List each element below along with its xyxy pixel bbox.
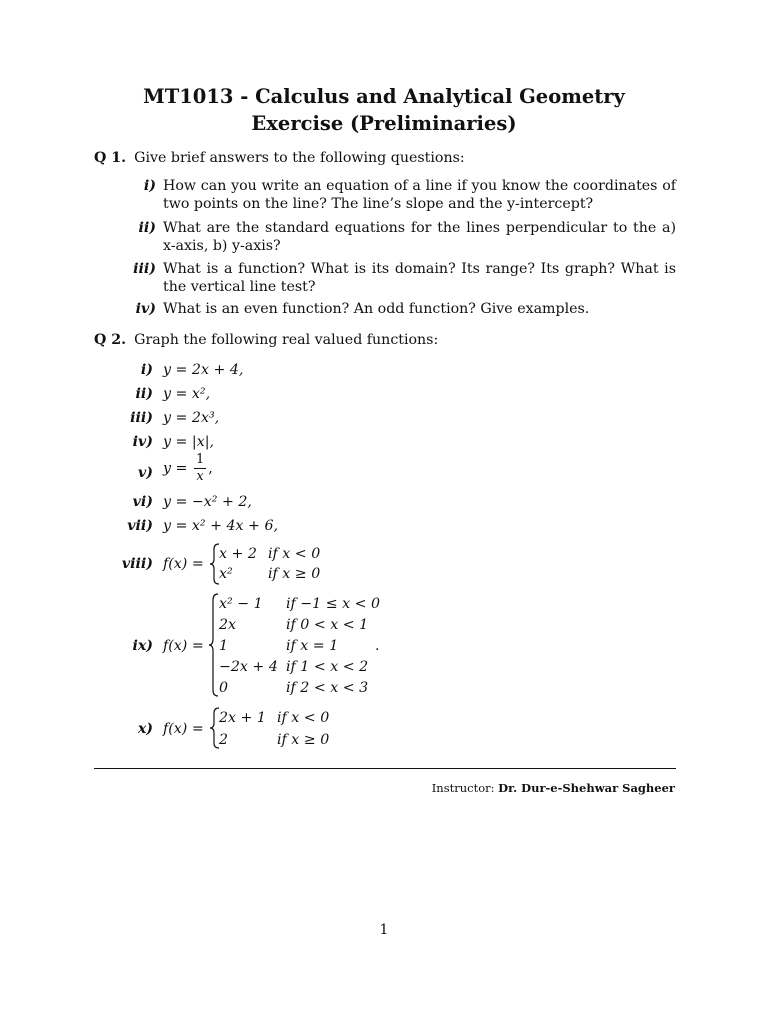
q2-label-viii: viii) (121, 556, 153, 572)
instructor-label: Instructor: (431, 781, 495, 795)
q2-number: Q 2. (94, 332, 127, 348)
case-expression: 0 (219, 680, 229, 696)
instructor-credit (432, 780, 675, 796)
fraction: $\frac{1}{x}$ (195, 452, 205, 484)
case-condition: if 1 < x < 2 (286, 659, 369, 675)
q2-label-ix: ix) (132, 638, 153, 654)
q1-heading (94, 148, 465, 168)
q2-label-ii: ii) (135, 386, 153, 402)
q2-equation-i: y = 2x + 4, (163, 362, 244, 378)
piecewise-lhs: f(x) = (163, 638, 204, 654)
case-expression: 2x (219, 617, 237, 633)
q2-equation-iv: y = |x|, (163, 434, 214, 450)
q2-equation-ii: y = x², (163, 386, 211, 402)
trailing-period: . (375, 638, 380, 654)
q2-label-vii: vii) (127, 518, 153, 534)
case-condition: if −1 ≤ x < 0 (286, 596, 381, 612)
case-condition: if x = 1 (286, 638, 339, 654)
footer-divider (94, 768, 676, 769)
q1-item-text: How can you write an equation of a line if you know the coordinates of two points on the line? The line’s slope and the y-intercept? (163, 178, 676, 212)
q1-item-label: i) (143, 178, 156, 194)
q2-equation-v: y = $\frac{1}{x}$ , (163, 452, 213, 484)
q1-item-text: What is an even function? An odd function? Give examples. (163, 301, 590, 317)
q1-prompt: Give brief answers to the following questions: (134, 150, 465, 166)
q2-label-vi: vi) (132, 494, 153, 510)
page-number: 1 (379, 922, 389, 938)
case-expression: 2x + 1 (219, 710, 266, 726)
q2-label-v: v) (138, 465, 153, 481)
q1-item-label: iv) (135, 301, 156, 317)
case-condition: if 0 < x < 1 (286, 617, 369, 633)
q2-heading (94, 330, 438, 350)
q2-equation-vii: y = x² + 4x + 6, (163, 518, 278, 534)
document-title: MT1013 - Calculus and Analytical Geometry (143, 85, 625, 108)
q1-item-text: What are the standard equations for the lines perpendicular to the a) x-axis, b) y-axis? (163, 220, 676, 254)
q2-label-iv: iv) (132, 434, 153, 450)
case-condition: if x < 0 (268, 546, 321, 562)
piecewise-lhs: f(x) = (163, 556, 204, 572)
case-expression: x² (219, 566, 233, 582)
case-condition: if x ≥ 0 (277, 732, 330, 748)
case-condition: if x < 0 (277, 710, 330, 726)
instructor-name: Dr. Dur-e-Shehwar Sagheer (498, 781, 675, 795)
case-expression: x + 2 (219, 546, 257, 562)
q2-equation-iii: y = 2x³, (163, 410, 220, 426)
case-expression: 2 (219, 732, 229, 748)
q1-item-label: ii) (138, 220, 156, 236)
case-expression: x² − 1 (219, 596, 263, 612)
q2-prompt: Graph the following real valued functions: (134, 332, 439, 348)
q2-equation-vi: y = −x² + 2, (163, 494, 252, 510)
piecewise-lhs: f(x) = (163, 721, 204, 737)
case-expression: 1 (219, 638, 229, 654)
case-condition: if x ≥ 0 (268, 566, 321, 582)
q1-item-text: What is a function? What is its domain? Its range? Its graph? What is the vertical line test? (163, 261, 676, 295)
q2-label-i: i) (140, 362, 153, 378)
q2-label-iii: iii) (130, 410, 153, 426)
case-expression: −2x + 4 (219, 659, 278, 675)
case-condition: if 2 < x < 3 (286, 680, 369, 696)
q1-item-label: iii) (133, 261, 156, 277)
q1-number: Q 1. (94, 150, 127, 166)
document-subtitle: Exercise (Preliminaries) (251, 112, 517, 135)
q2-label-x: x) (137, 721, 153, 737)
